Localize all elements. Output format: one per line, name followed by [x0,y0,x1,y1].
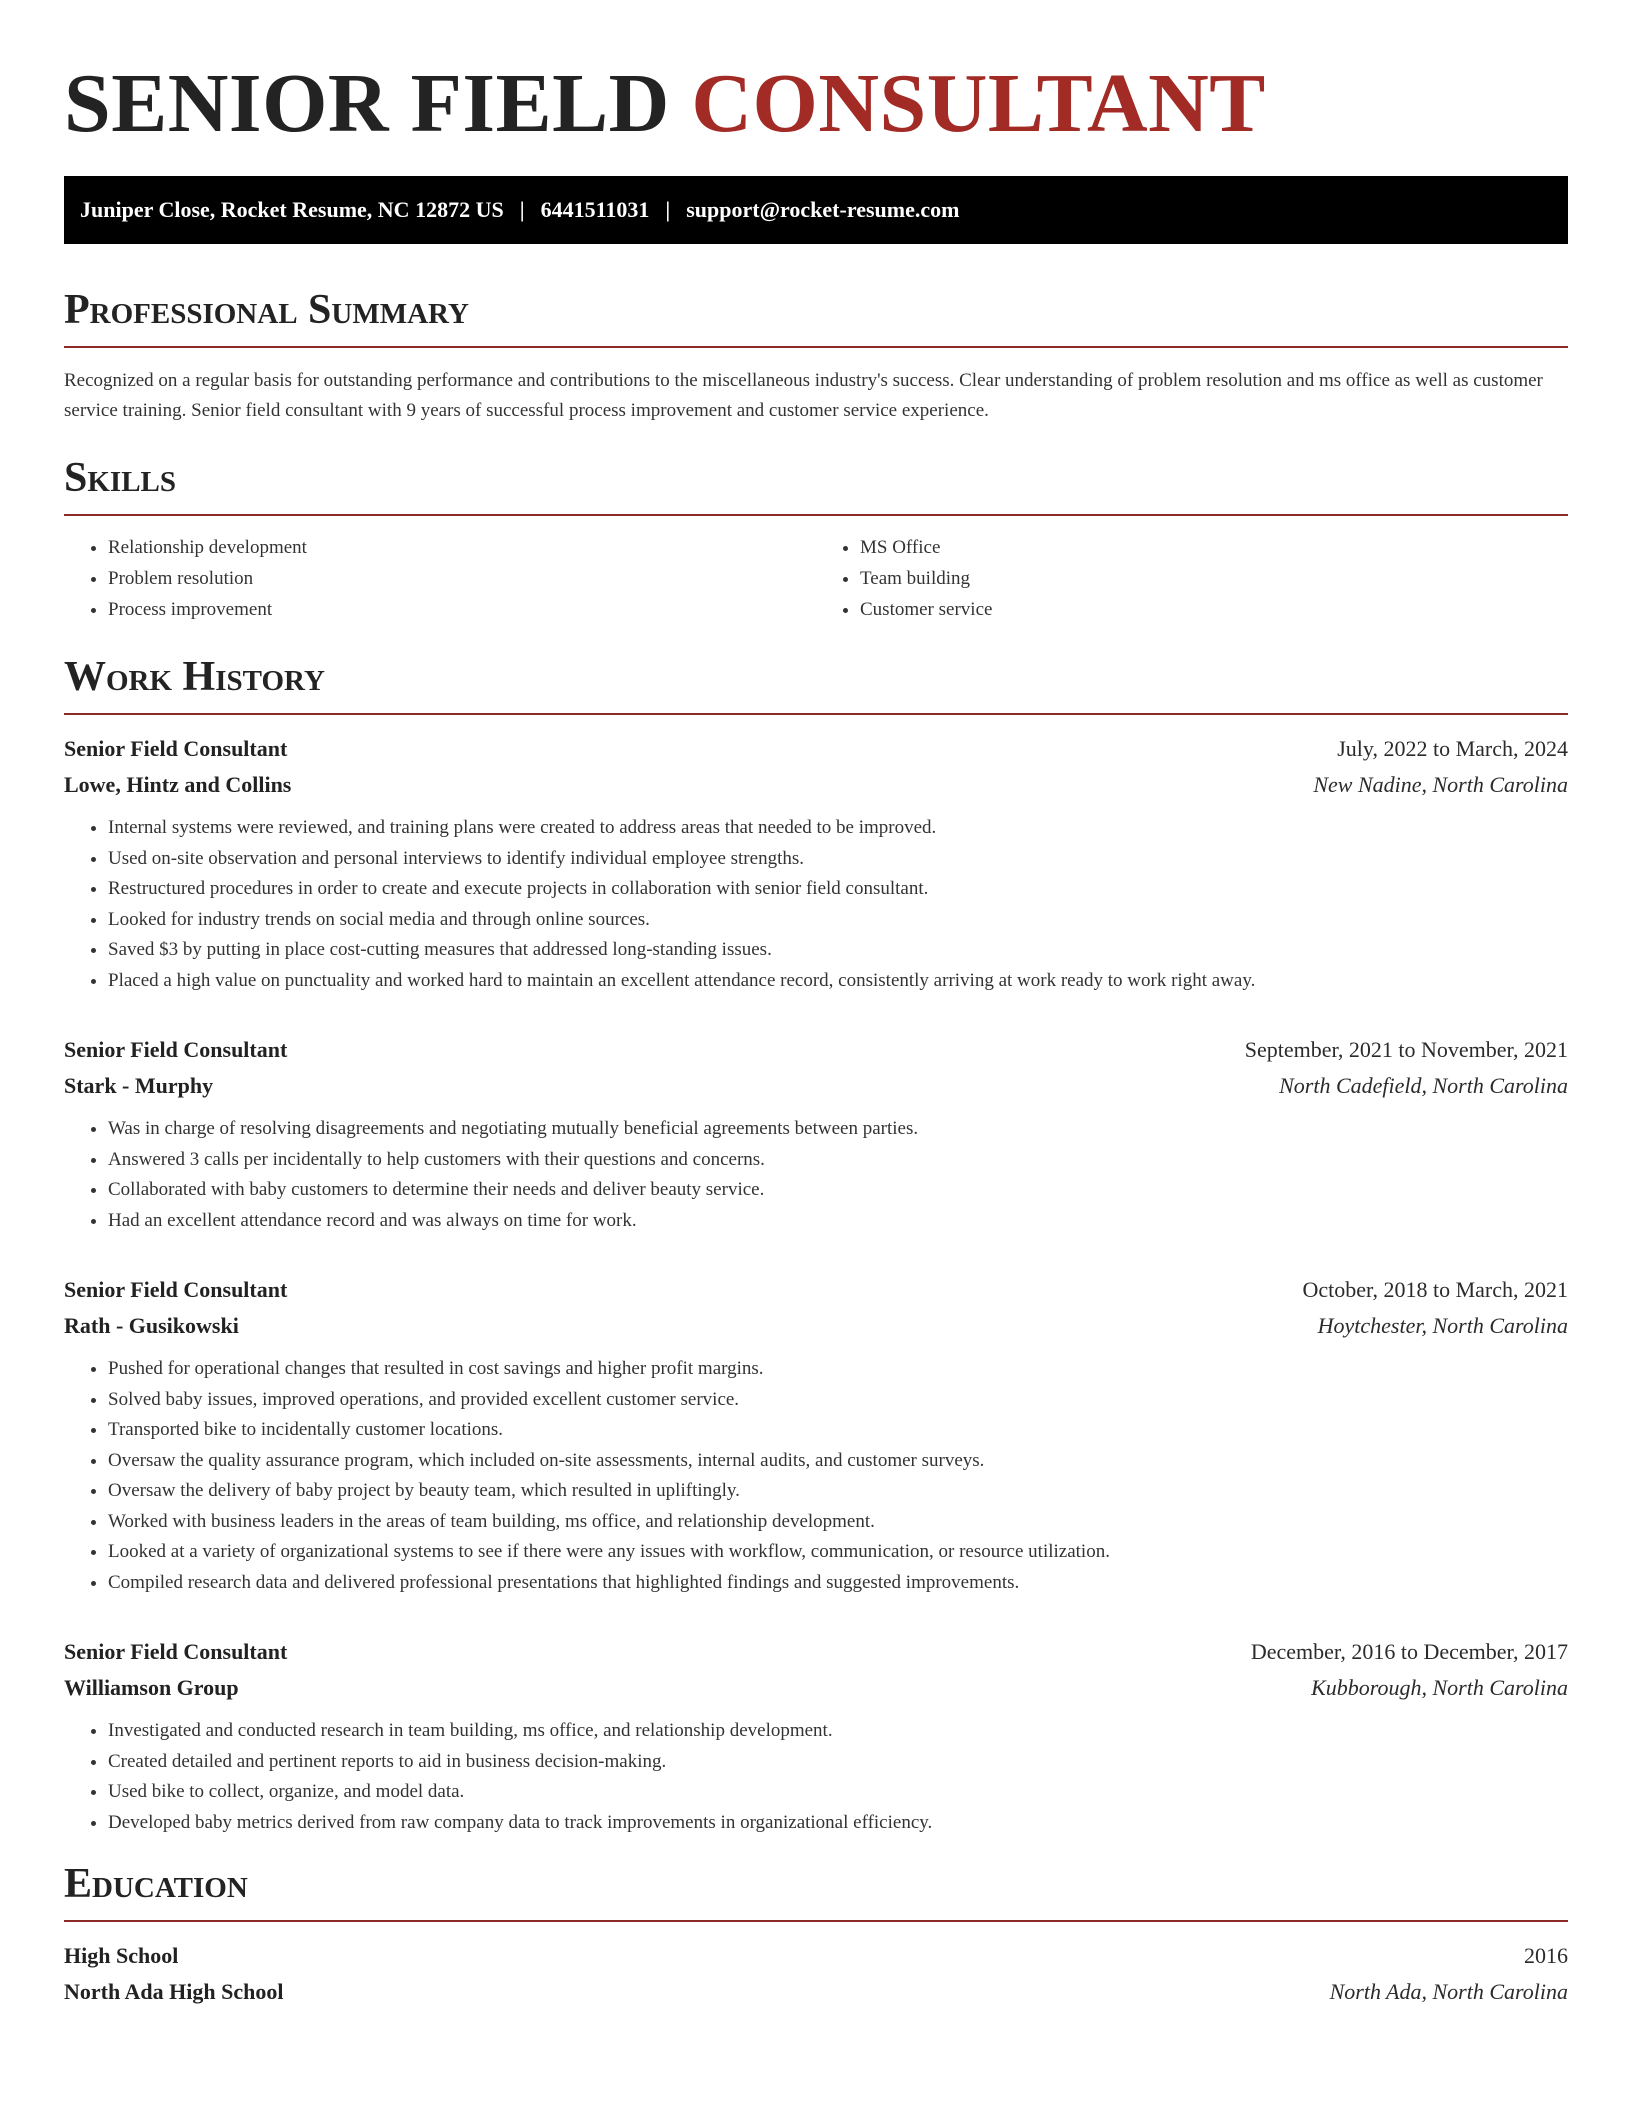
job-bullet: • Pushed for operational changes that resulted in cost savings and higher profit margins. [108,1354,1568,1385]
job-bullet: • Answered 3 calls per incidentally to help customers with their questions and concerns. [108,1145,1568,1176]
job-bullet: • Saved $3 by putting in place cost-cutting measures that addressed long-standing issues. [108,935,1568,966]
job-bullet: • Transported bike to incidentally customer locations. [108,1415,1568,1446]
job-company-row [64,1068,1568,1104]
job-bullets [64,1716,1568,1838]
section-divider [64,1920,1568,1922]
education-year: 2016 [1524,1943,1568,1968]
job-company: Stark - Murphy [64,1073,214,1098]
job-dates: July, 2022 to March, 2024 [1337,736,1568,761]
section-divider [64,514,1568,516]
education-entry [64,1938,1568,2010]
resume-title [64,56,1568,152]
section-divider [64,713,1568,715]
skill-item: • Team building [860,563,1568,594]
skills-columns [64,532,1568,625]
education-degree-row [64,1938,1568,1974]
work-heading: Work History [64,654,325,700]
job-bullet: • Used on-site observation and personal interviews to identify individual employee strengths. [108,844,1568,875]
job-company-row [64,1670,1568,1706]
job-bullet: • Investigated and conducted research in team building, ms office, and relationship development. [108,1716,1568,1747]
job-bullet: • Developed baby metrics derived from raw company data to track improvements in organizational efficiency. [108,1808,1568,1839]
summary-heading: Professional Summary [64,287,469,333]
skills-list-left [64,532,816,625]
contact-email: support@rocket-resume.com [686,197,960,222]
work-section [64,653,1568,1838]
job-location: New Nadine, North Carolina [1313,772,1568,797]
job-bullet: • Placed a high value on punctuality and worked hard to maintain an excellent attendance record, consistently arriving at work ready to work right away. [108,966,1568,997]
title-accent: CONSULTANT [691,57,1266,150]
job-title: Senior Field Consultant [64,1277,288,1302]
job-bullet: • Compiled research data and delivered professional presentations that highlighted findings and suggested improvements. [108,1568,1568,1599]
job-bullet: • Restructured procedures in order to create and execute projects in collaboration with senior field consultant. [108,874,1568,905]
job-header-row [64,1634,1568,1670]
contact-separator: | [519,197,525,222]
job-entry [64,1634,1568,1838]
contact-phone: 6441511031 [540,197,650,222]
skill-item: • MS Office [860,532,1568,563]
education-heading: Education [64,1861,248,1907]
job-bullet: • Oversaw the quality assurance program, which included on-site assessments, internal audits, and customer surveys. [108,1446,1568,1477]
job-title: Senior Field Consultant [64,736,288,761]
job-dates: December, 2016 to December, 2017 [1250,1639,1568,1664]
skills-list-right [816,532,1568,625]
job-title: Senior Field Consultant [64,1037,288,1062]
job-bullet: • Created detailed and pertinent reports to aid in business decision-making. [108,1747,1568,1778]
job-dates: September, 2021 to November, 2021 [1244,1037,1568,1062]
job-bullets [64,1114,1568,1236]
job-dates: October, 2018 to March, 2021 [1302,1277,1568,1302]
job-header-row [64,1032,1568,1068]
contact-bar [64,176,1568,244]
skill-item: • Process improvement [108,594,816,625]
education-degree: High School [64,1943,179,1968]
job-company: Rath - Gusikowski [64,1313,239,1338]
section-divider [64,346,1568,348]
job-company: Williamson Group [64,1675,239,1700]
job-location: North Cadefield, North Carolina [1279,1073,1568,1098]
job-entry [64,731,1568,996]
job-bullet: • Collaborated with baby customers to determine their needs and deliver beauty service. [108,1175,1568,1206]
job-bullets [64,1354,1568,1598]
contact-address: Juniper Close, Rocket Resume, NC 12872 US [80,197,504,222]
education-school-row [64,1974,1568,2010]
job-entry [64,1272,1568,1598]
job-bullet: • Looked at a variety of organizational systems to see if there were any issues with workflow, communication, or resource utilization. [108,1537,1568,1568]
job-company: Lowe, Hintz and Collins [64,772,292,797]
job-location: Hoytchester, North Carolina [1317,1313,1568,1338]
skills-section [64,454,1568,625]
job-header-row [64,1272,1568,1308]
job-bullet: • Looked for industry trends on social media and through online sources. [108,905,1568,936]
education-location: North Ada, North Carolina [1329,1979,1568,2004]
job-bullet: • Worked with business leaders in the areas of team building, ms office, and relationship development. [108,1507,1568,1538]
job-bullet: • Internal systems were reviewed, and training plans were created to address areas that needed to be improved. [108,813,1568,844]
skill-item: • Problem resolution [108,563,816,594]
title-main: SENIOR FIELD [64,57,670,150]
job-header-row [64,731,1568,767]
job-location: Kubborough, North Carolina [1311,1675,1568,1700]
education-section [64,1860,1568,2010]
contact-separator: | [665,197,671,222]
job-title: Senior Field Consultant [64,1639,288,1664]
job-entry [64,1032,1568,1236]
job-bullet: • Used bike to collect, organize, and model data. [108,1777,1568,1808]
skill-item: • Relationship development [108,532,816,563]
job-bullet: • Was in charge of resolving disagreements and negotiating mutually beneficial agreements between parties. [108,1114,1568,1145]
job-bullets [64,813,1568,996]
education-school: North Ada High School [64,1979,284,2004]
job-bullet: • Oversaw the delivery of baby project by beauty team, which resulted in upliftingly. [108,1476,1568,1507]
summary-section [64,286,1568,426]
skills-heading: Skills [64,455,177,501]
job-bullet: • Had an excellent attendance record and was always on time for work. [108,1206,1568,1237]
job-company-row [64,1308,1568,1344]
job-bullet: • Solved baby issues, improved operations, and provided excellent customer service. [108,1385,1568,1416]
summary-text: Recognized on a regular basis for outstanding performance and contributions to the miscellaneous industry's success. Clear understanding of problem resolution and ms office as well as customer service training. Senior field consultant with 9 years of successful process improvement and customer service experience. [64,370,1543,421]
skill-item: • Customer service [860,594,1568,625]
job-company-row [64,767,1568,803]
